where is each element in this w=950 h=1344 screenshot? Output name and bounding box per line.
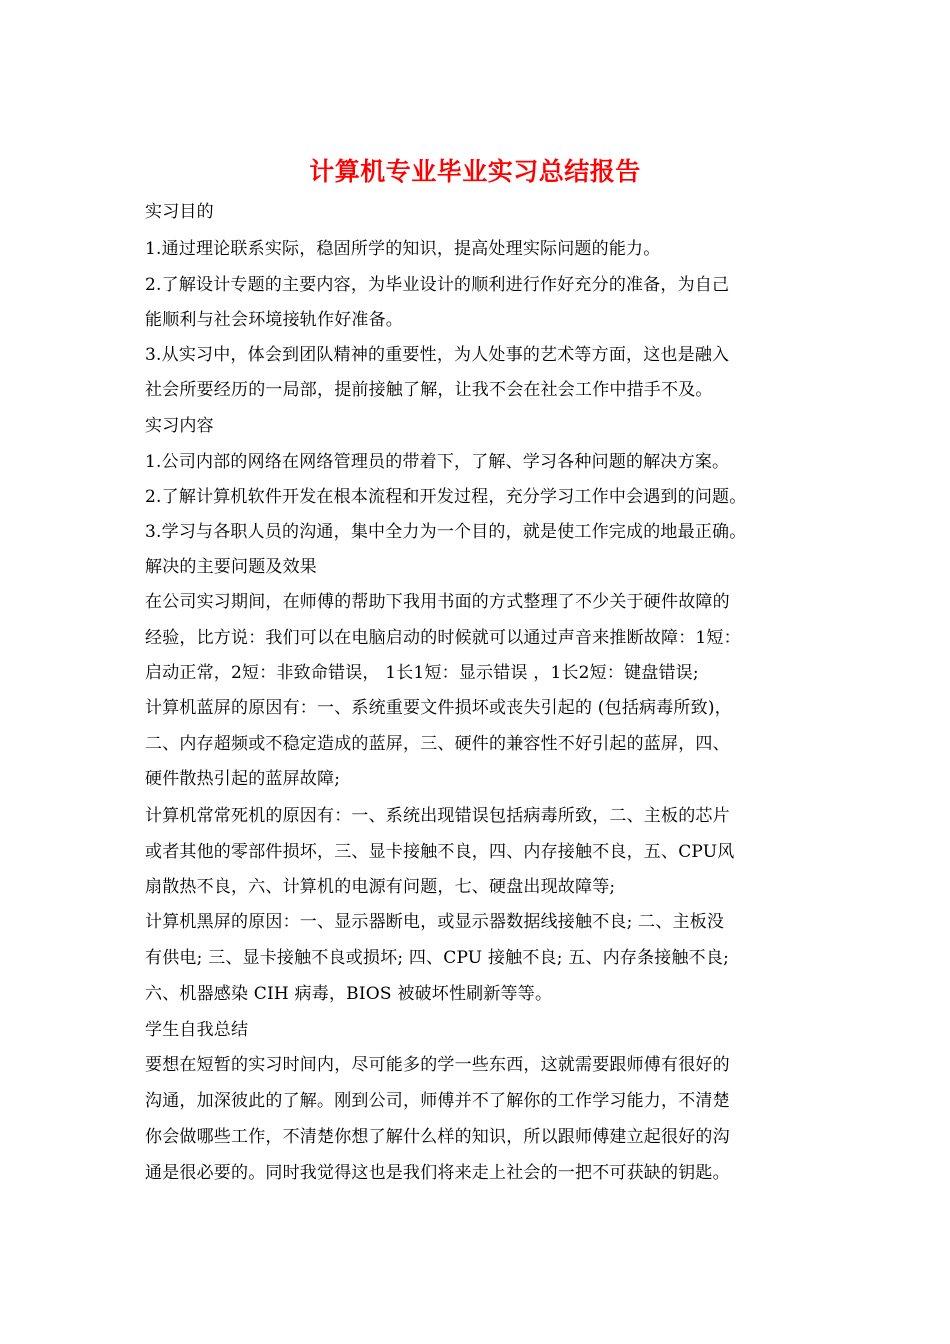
body-line: 启动正常，2短：非致命错误， 1长1短：显示错误 ，1长2短：键盘错误; [145, 663, 699, 683]
body-line: 二、内存超频或不稳定造成的蓝屏，三、硬件的兼容性不好引起的蓝屏，四、 [145, 734, 730, 754]
body-line: 要想在短暂的实习时间内，尽可能多的学一些东西，这就需要跟师傅有很好的 [145, 1055, 730, 1075]
body-line: 有供电; 三、显卡接触不良或损坏; 四、CPU 接触不良; 五、内存条接触不良; [145, 948, 729, 968]
body-line: 扇散热不良，六、计算机的电源有问题，七、硬盘出现故障等; [145, 877, 616, 897]
body-line: 学生自我总结 [145, 1020, 249, 1040]
body-line: 能顺利与社会环境接轨作好准备。 [145, 310, 403, 330]
body-line: 3.从实习中，体会到团队精神的重要性，为人处事的艺术等方面，这也是融入 [145, 345, 730, 365]
body-line: 实习目的 [145, 202, 214, 222]
body-line: 你会做哪些工作，不清楚你想了解什么样的知识，所以跟师傅建立起很好的沟 [145, 1127, 730, 1147]
body-line: 1.通过理论联系实际，稳固所学的知识，提高处理实际问题的能力。 [145, 239, 661, 259]
body-line: 2.了解计算机软件开发在根本流程和开发过程，充分学习工作中会遇到的问题。 [145, 487, 747, 507]
body-line: 3.学习与各职人员的沟通，集中全力为一个目的，就是使工作完成的地最正确。 [145, 522, 747, 542]
body-line: 解决的主要问题及效果 [145, 557, 317, 577]
body-line: 沟通，加深彼此的了解。刚到公司，师傅并不了解你的工作学习能力，不清楚 [145, 1091, 730, 1111]
body-line: 2.了解设计专题的主要内容，为毕业设计的顺利进行作好充分的准备，为自己 [145, 275, 730, 295]
body-line: 1.公司内部的网络在网络管理员的带着下，了解、学习各种问题的解决方案。 [145, 452, 730, 472]
body-line: 通是很必要的。同时我觉得这也是我们将来走上社会的一把不可获缺的钥匙。 [145, 1163, 730, 1183]
body-line: 计算机常常死机的原因有：一、系统出现错误包括病毒所致，二、主板的芯片 [145, 806, 730, 826]
body-line: 在公司实习期间，在师傅的帮助下我用书面的方式整理了不少关于硬件故障的 [145, 592, 730, 612]
body-line: 六、机器感染 CIH 病毒，BIOS 被破坏性刷新等等。 [145, 984, 553, 1004]
body-line: 硬件散热引起的蓝屏故障; [145, 769, 341, 789]
body-line: 计算机蓝屏的原因有：一、系统重要文件损坏或丧失引起的 (包括病毒所致)， [145, 698, 732, 718]
body-line: 计算机黑屏的原因：一、显示器断电，或显示器数据线接触不良; 二、主板没 [145, 912, 725, 932]
body-line: 实习内容 [145, 416, 214, 436]
body-line: 经验，比方说：我们可以在电脑启动的时候就可以通过声音来推断故障：1短： [145, 628, 741, 648]
body-line: 或者其他的零部件损坏，三、显卡接触不良，四、内存接触不良，五、CPU风 [145, 842, 735, 862]
body-line: 社会所要经历的一局部，提前接触了解，让我不会在社会工作中措手不及。 [145, 380, 713, 400]
document-title: 计算机专业毕业实习总结报告 [309, 157, 641, 186]
